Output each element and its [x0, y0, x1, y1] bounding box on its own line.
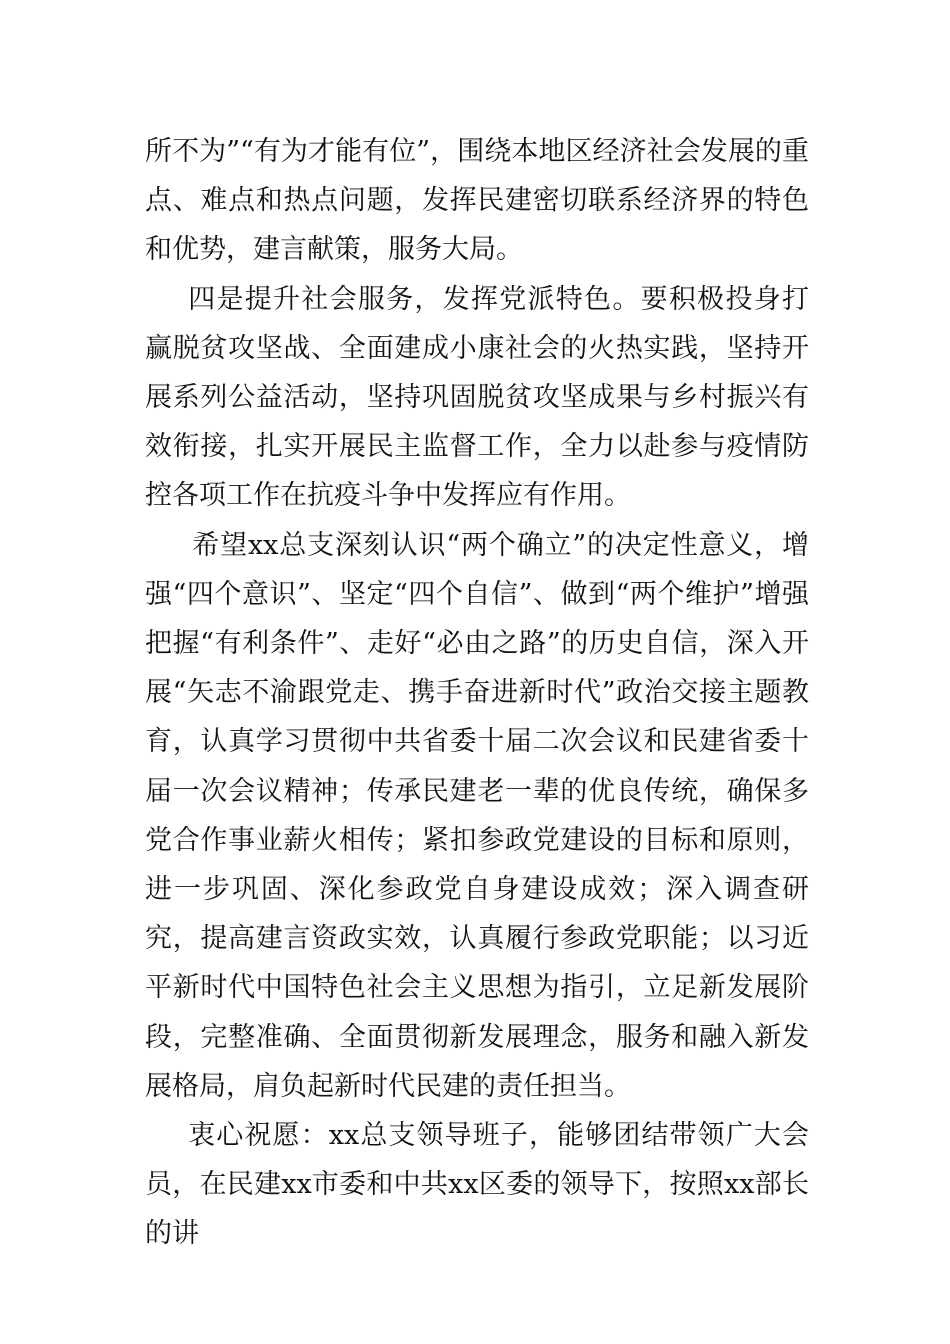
paragraph-wishes: 衷心祝愿：xx总支领导班子，能够团结带领广大会员，在民建xx市委和中共xx区委的领导下，按照xx部长的讲 [145, 1120, 809, 1250]
paragraph-continuation: 所不为”“有为才能有位”，围绕本地区经济社会发展的重点、难点和热点问题，发挥民建密切联系经济界的特色和优势，建言献策，服务大局。 [145, 136, 809, 266]
paragraph-hopes: 希望xx总支深刻认识“两个确立”的决定性意义，增强“四个意识”、坚定“四个自信”、做到“两个维护”增强把握“有利条件”、走好“必由之路”的历史自信，深入开展“矢志不渝跟党走、携手奋进新时代”政治交接主题教育，认真学习贯彻中共省委十届二次会议和民建省委十届一次会议精神；传承民建老一辈的优良传统，确保多党合作事业薪火相传；紧扣参政党建设的目标和原则，进一步巩固、深化参政党自身建设成效；深入调查研究，提高建言资政实效，认真履行参政党职能；以习近平新时代中国特色社会主义思想为指引，立足新发展阶段，完整准确、全面贯彻新发展理念，服务和融入新发展格局，肩负起新时代民建的责任担当。 [145, 529, 809, 1102]
document-body [145, 127, 809, 1259]
paragraph-social-service: 四是提升社会服务，发挥党派特色。要积极投身打赢脱贫攻坚战、全面建成小康社会的火热实践，坚持开展系列公益活动，坚持巩固脱贫攻坚成果与乡村振兴有效衔接，扎实开展民主监督工作，全力以赴参与疫情防控各项工作在抗疫斗争中发挥应有作用。 [145, 283, 809, 512]
